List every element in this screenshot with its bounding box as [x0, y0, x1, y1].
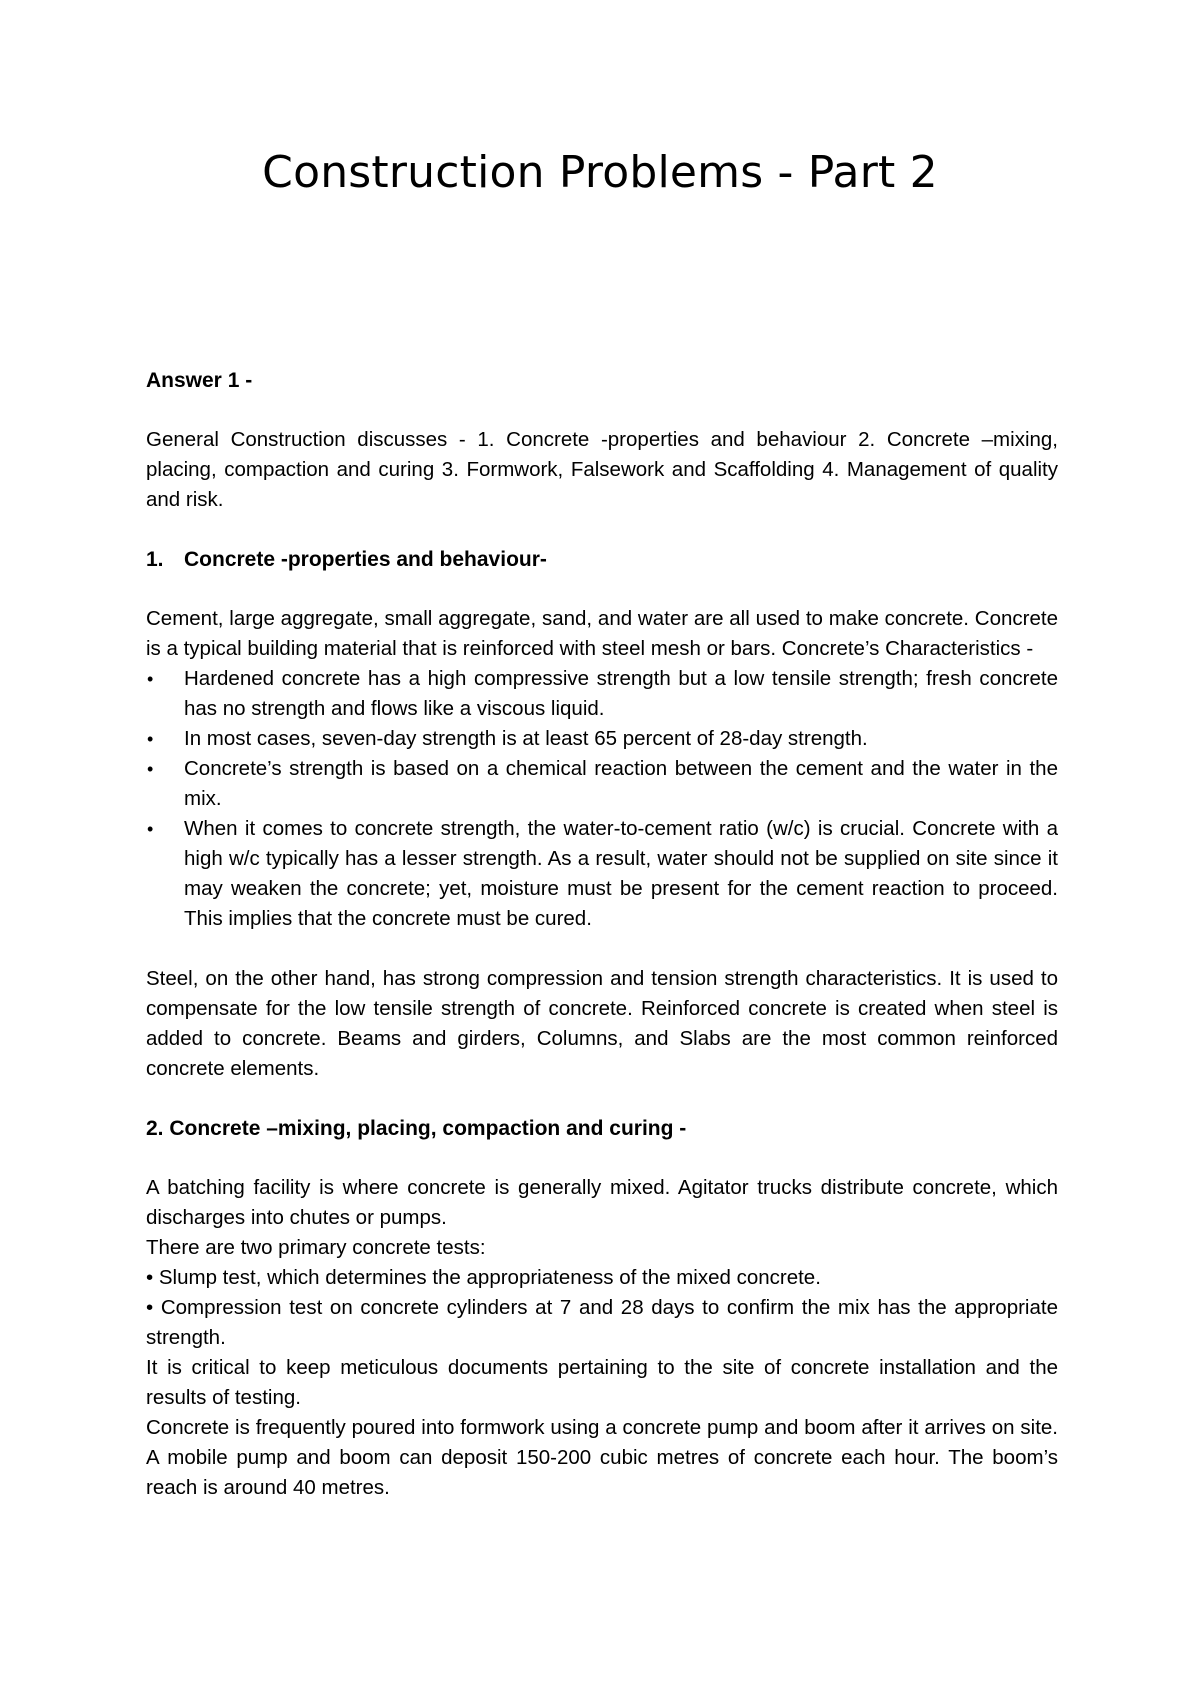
section-2-line: A batching facility is where concrete is generally mixed. Agitator trucks distribute concrete, which discharges into chutes or pumps. [146, 1176, 1058, 1229]
list-item [146, 664, 1058, 724]
bullet-icon: • [147, 759, 154, 779]
section-1-intro: Cement, large aggregate, small aggregate, sand, and water are all used to make concrete. Concrete is a typical building material that is reinforced with steel mesh or bars. Concrete’s Characteristics - [146, 607, 1058, 660]
answer-heading: Answer 1 - [146, 369, 253, 392]
section-2-line: There are two primary concrete tests: [146, 1236, 486, 1259]
section-1-number: 1. [146, 548, 164, 571]
section-2-line: • Slump test, which determines the appropriateness of the mixed concrete. [146, 1266, 821, 1289]
intro-paragraph: General Construction discusses - 1. Concrete -properties and behaviour 2. Concrete –mixing, placing, compaction and curing 3. Formwork, Falsework and Scaffolding 4. Management of quality and risk. [146, 428, 1058, 511]
document-body [146, 366, 1058, 1503]
list-item [146, 814, 1058, 934]
section-1-heading-text: Concrete -properties and behaviour- [184, 548, 547, 571]
list-item [146, 724, 1058, 754]
list-item [146, 754, 1058, 814]
bullet-icon: • [147, 729, 154, 749]
list-item-text: When it comes to concrete strength, the water-to-cement ratio (w/c) is crucial. Concrete with a high w/c typically has a lesser strength. As a result, water should not be supplied on site since it may weaken the concrete; yet, moisture must be present for the cement reaction to proceed. This implies that the concrete must be cured. [184, 817, 1058, 930]
section-2-heading: 2. Concrete –mixing, placing, compaction and curing - [146, 1117, 687, 1140]
bullet-icon: • [147, 669, 154, 689]
bullet-icon: • [147, 819, 154, 839]
list-item-text: Hardened concrete has a high compressive strength but a low tensile strength; fresh concrete has no strength and flows like a viscous liquid. [184, 667, 1058, 720]
list-item-text: In most cases, seven-day strength is at least 65 percent of 28-day strength. [184, 727, 868, 750]
section-2-line: Concrete is frequently poured into formwork using a concrete pump and boom after it arrives on site. A mobile pump and boom can deposit 150-200 cubic metres of concrete each hour. The boom’s reach is around 40 metres. [146, 1416, 1058, 1499]
characteristics-list [146, 664, 1058, 934]
section-1-closing: Steel, on the other hand, has strong compression and tension strength characteristics. It is used to compensate for the low tensile strength of concrete. Reinforced concrete is created when steel is added to concrete. Beams and girders, Columns, and Slabs are the most common reinforced concrete elements. [146, 967, 1058, 1080]
document-title: Construction Problems - Part 2 [262, 147, 938, 198]
section-1-heading [146, 545, 1058, 575]
section-2-line: • Compression test on concrete cylinders at 7 and 28 days to confirm the mix has the appropriate strength. [146, 1296, 1058, 1349]
section-2-line: It is critical to keep meticulous documents pertaining to the site of concrete installation and the results of testing. [146, 1356, 1058, 1409]
list-item-text: Concrete’s strength is based on a chemical reaction between the cement and the water in the mix. [184, 757, 1058, 810]
